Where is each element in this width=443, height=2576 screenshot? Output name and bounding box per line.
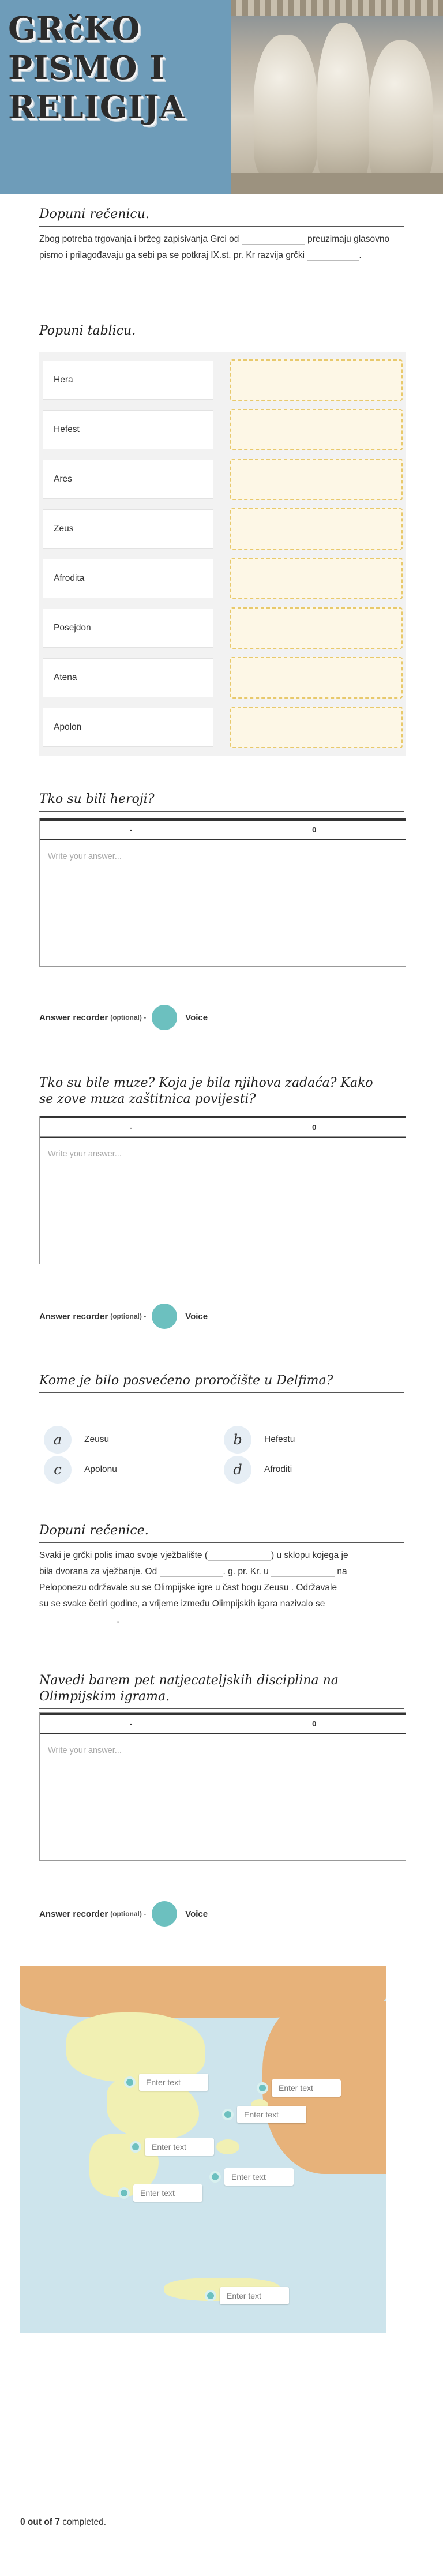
question-text: Zbog potreba trgovanja i bržeg zapisivanja Grci od preuzimaju glasovno pismo i prilagođavaju ga sebi pa se potkraj IX.st. pr. Kr razvija grčki . <box>39 234 390 260</box>
toolbar-button[interactable]: - <box>130 1123 133 1132</box>
toolbar-button[interactable]: - <box>130 825 133 834</box>
blank-input[interactable] <box>39 1615 114 1625</box>
table-row-label: Atena <box>43 658 213 697</box>
blank-input[interactable] <box>208 1550 271 1561</box>
voice-record-button[interactable] <box>152 1304 177 1329</box>
answer-textarea[interactable]: Write your answer... <box>40 839 406 966</box>
question-title: Popuni tablicu. <box>39 324 136 338</box>
divider <box>39 1392 404 1393</box>
drop-zone[interactable] <box>230 409 403 450</box>
drop-zone[interactable] <box>230 558 403 599</box>
question-7-header <box>39 1673 404 1709</box>
mcq-option-d[interactable]: d Afroditi <box>224 1456 292 1484</box>
map-pin[interactable] <box>205 2287 289 2304</box>
answer-box <box>39 818 406 967</box>
toolbar-button[interactable]: 0 <box>223 821 406 839</box>
question-text: Svaki je grčki polis imao svoje vježbalište ( ) u sklopu kojega je bila dvorana za vježbanje. Od . g. pr. Kr. u na Peloponezu održavale su se Olimpijske igre u čast bogu Zeusu . Održavale su se svake četiri godine, a vrijeme između Olimpijskih igara nazivalo se . <box>39 1550 348 1625</box>
drop-zone[interactable] <box>230 459 403 500</box>
map-greece-north <box>66 2012 205 2082</box>
map-pin[interactable] <box>124 2074 208 2091</box>
toolbar-button[interactable]: - <box>130 1719 133 1728</box>
map-pin[interactable] <box>118 2184 202 2202</box>
question-3-header <box>39 791 404 812</box>
title-line-1: GRčKO <box>8 10 141 48</box>
map-pin[interactable] <box>130 2138 214 2156</box>
answer-toolbar <box>40 1713 406 1733</box>
statue-figure <box>254 35 317 179</box>
table-row-label: Afrodita <box>43 559 213 598</box>
drop-zone[interactable] <box>230 657 403 699</box>
voice-label: Voice <box>185 1311 208 1321</box>
divider <box>39 1708 404 1709</box>
answer-box <box>39 1712 406 1861</box>
table-row-label: Ares <box>43 460 213 499</box>
question-title: Dopuni rečenice. <box>39 1523 149 1538</box>
map-label-input[interactable]: Enter text <box>133 2184 202 2202</box>
table-row-label: Posejdon <box>43 609 213 648</box>
question-title: Dopuni rečenicu. <box>39 207 149 221</box>
answer-recorder: Answer recorder (optional) - Voice <box>39 1005 208 1030</box>
question-title: Navedi barem pet natjecateljskih disciplina na Olimpijskim igrama. <box>39 1673 339 1704</box>
map-label-input[interactable]: Enter text <box>139 2074 208 2091</box>
question-title: Tko su bile muze? Koja je bila njihova zadaća? Kako se zove muza zaštitnica povijesti? <box>39 1076 373 1106</box>
blank-input[interactable] <box>160 1567 223 1577</box>
map-pin-dot <box>205 2290 216 2301</box>
table-row-label: Zeus <box>43 509 213 549</box>
header-banner <box>0 0 443 194</box>
answer-toolbar <box>40 1116 406 1137</box>
statue-base <box>231 173 443 194</box>
answer-recorder: Answer recorder (optional) - Voice <box>39 1304 208 1329</box>
blank-input[interactable] <box>307 250 359 261</box>
title-line-2: PISMO I <box>8 49 166 87</box>
map-pin-dot <box>118 2187 130 2199</box>
page-title <box>8 9 227 127</box>
voice-record-button[interactable] <box>152 1901 177 1927</box>
map-pin[interactable] <box>209 2168 294 2186</box>
map-pin[interactable] <box>222 2106 306 2123</box>
question-4-header <box>39 1075 404 1111</box>
map-pin-dot <box>257 2082 268 2094</box>
map-label-input[interactable]: Enter text <box>145 2138 214 2156</box>
map-label-input[interactable]: Enter text <box>220 2287 289 2304</box>
statue-figure <box>317 23 369 185</box>
voice-label: Voice <box>185 1012 208 1023</box>
question-5-header <box>39 1373 404 1393</box>
drop-zone[interactable] <box>230 508 403 550</box>
divider <box>39 1542 404 1543</box>
drop-zone[interactable] <box>230 607 403 649</box>
map-pin-dot <box>222 2109 234 2120</box>
temple-frieze <box>231 0 443 16</box>
blank-input[interactable] <box>242 234 305 245</box>
divider <box>39 226 404 227</box>
statue-figure <box>369 40 433 185</box>
question-title: Tko su bili heroji? <box>39 792 155 806</box>
mcq-option-c[interactable]: c Apolonu <box>44 1456 117 1484</box>
map-label-input[interactable]: Enter text <box>237 2106 306 2123</box>
question-title: Kome je bilo posvećeno proročište u Delfima? <box>39 1373 333 1388</box>
map-island <box>216 2139 239 2154</box>
mcq-option-a[interactable]: a Zeusu <box>44 1426 109 1454</box>
answer-toolbar <box>40 818 406 839</box>
answer-recorder: Answer recorder (optional) - Voice <box>39 1901 208 1927</box>
question-1 <box>39 206 404 264</box>
question-6 <box>39 1523 404 1628</box>
table-row-label: Hefest <box>43 410 213 449</box>
answer-textarea[interactable]: Write your answer... <box>40 1733 406 1860</box>
table-row-label: Apolon <box>43 708 213 747</box>
answer-box <box>39 1116 406 1264</box>
completion-status: 0 out of 7 completed. <box>20 2517 107 2527</box>
table-row-label: Hera <box>43 361 213 400</box>
map-pin-dot <box>124 2076 136 2088</box>
drop-zone[interactable] <box>230 707 403 748</box>
question-2-header <box>39 323 404 343</box>
toolbar-button[interactable]: 0 <box>223 1118 406 1136</box>
answer-textarea[interactable]: Write your answer... <box>40 1137 406 1264</box>
greece-map <box>20 1966 386 2333</box>
voice-record-button[interactable] <box>152 1005 177 1030</box>
map-pin-dot <box>130 2141 141 2153</box>
voice-label: Voice <box>185 1909 208 1919</box>
toolbar-button[interactable]: 0 <box>223 1715 406 1733</box>
divider <box>39 811 404 812</box>
blank-input[interactable] <box>271 1567 335 1577</box>
map-pin-dot <box>209 2171 221 2183</box>
map-pin[interactable] <box>257 2079 341 2097</box>
matching-table <box>39 352 406 756</box>
drop-zone[interactable] <box>230 359 403 401</box>
map-label-input[interactable]: Enter text <box>272 2079 341 2097</box>
title-line-3: RELIGIJA <box>8 88 185 126</box>
map-label-input[interactable]: Enter text <box>224 2168 294 2186</box>
header-image-statues <box>231 0 443 194</box>
mcq-option-b[interactable]: b Hefestu <box>224 1426 295 1454</box>
